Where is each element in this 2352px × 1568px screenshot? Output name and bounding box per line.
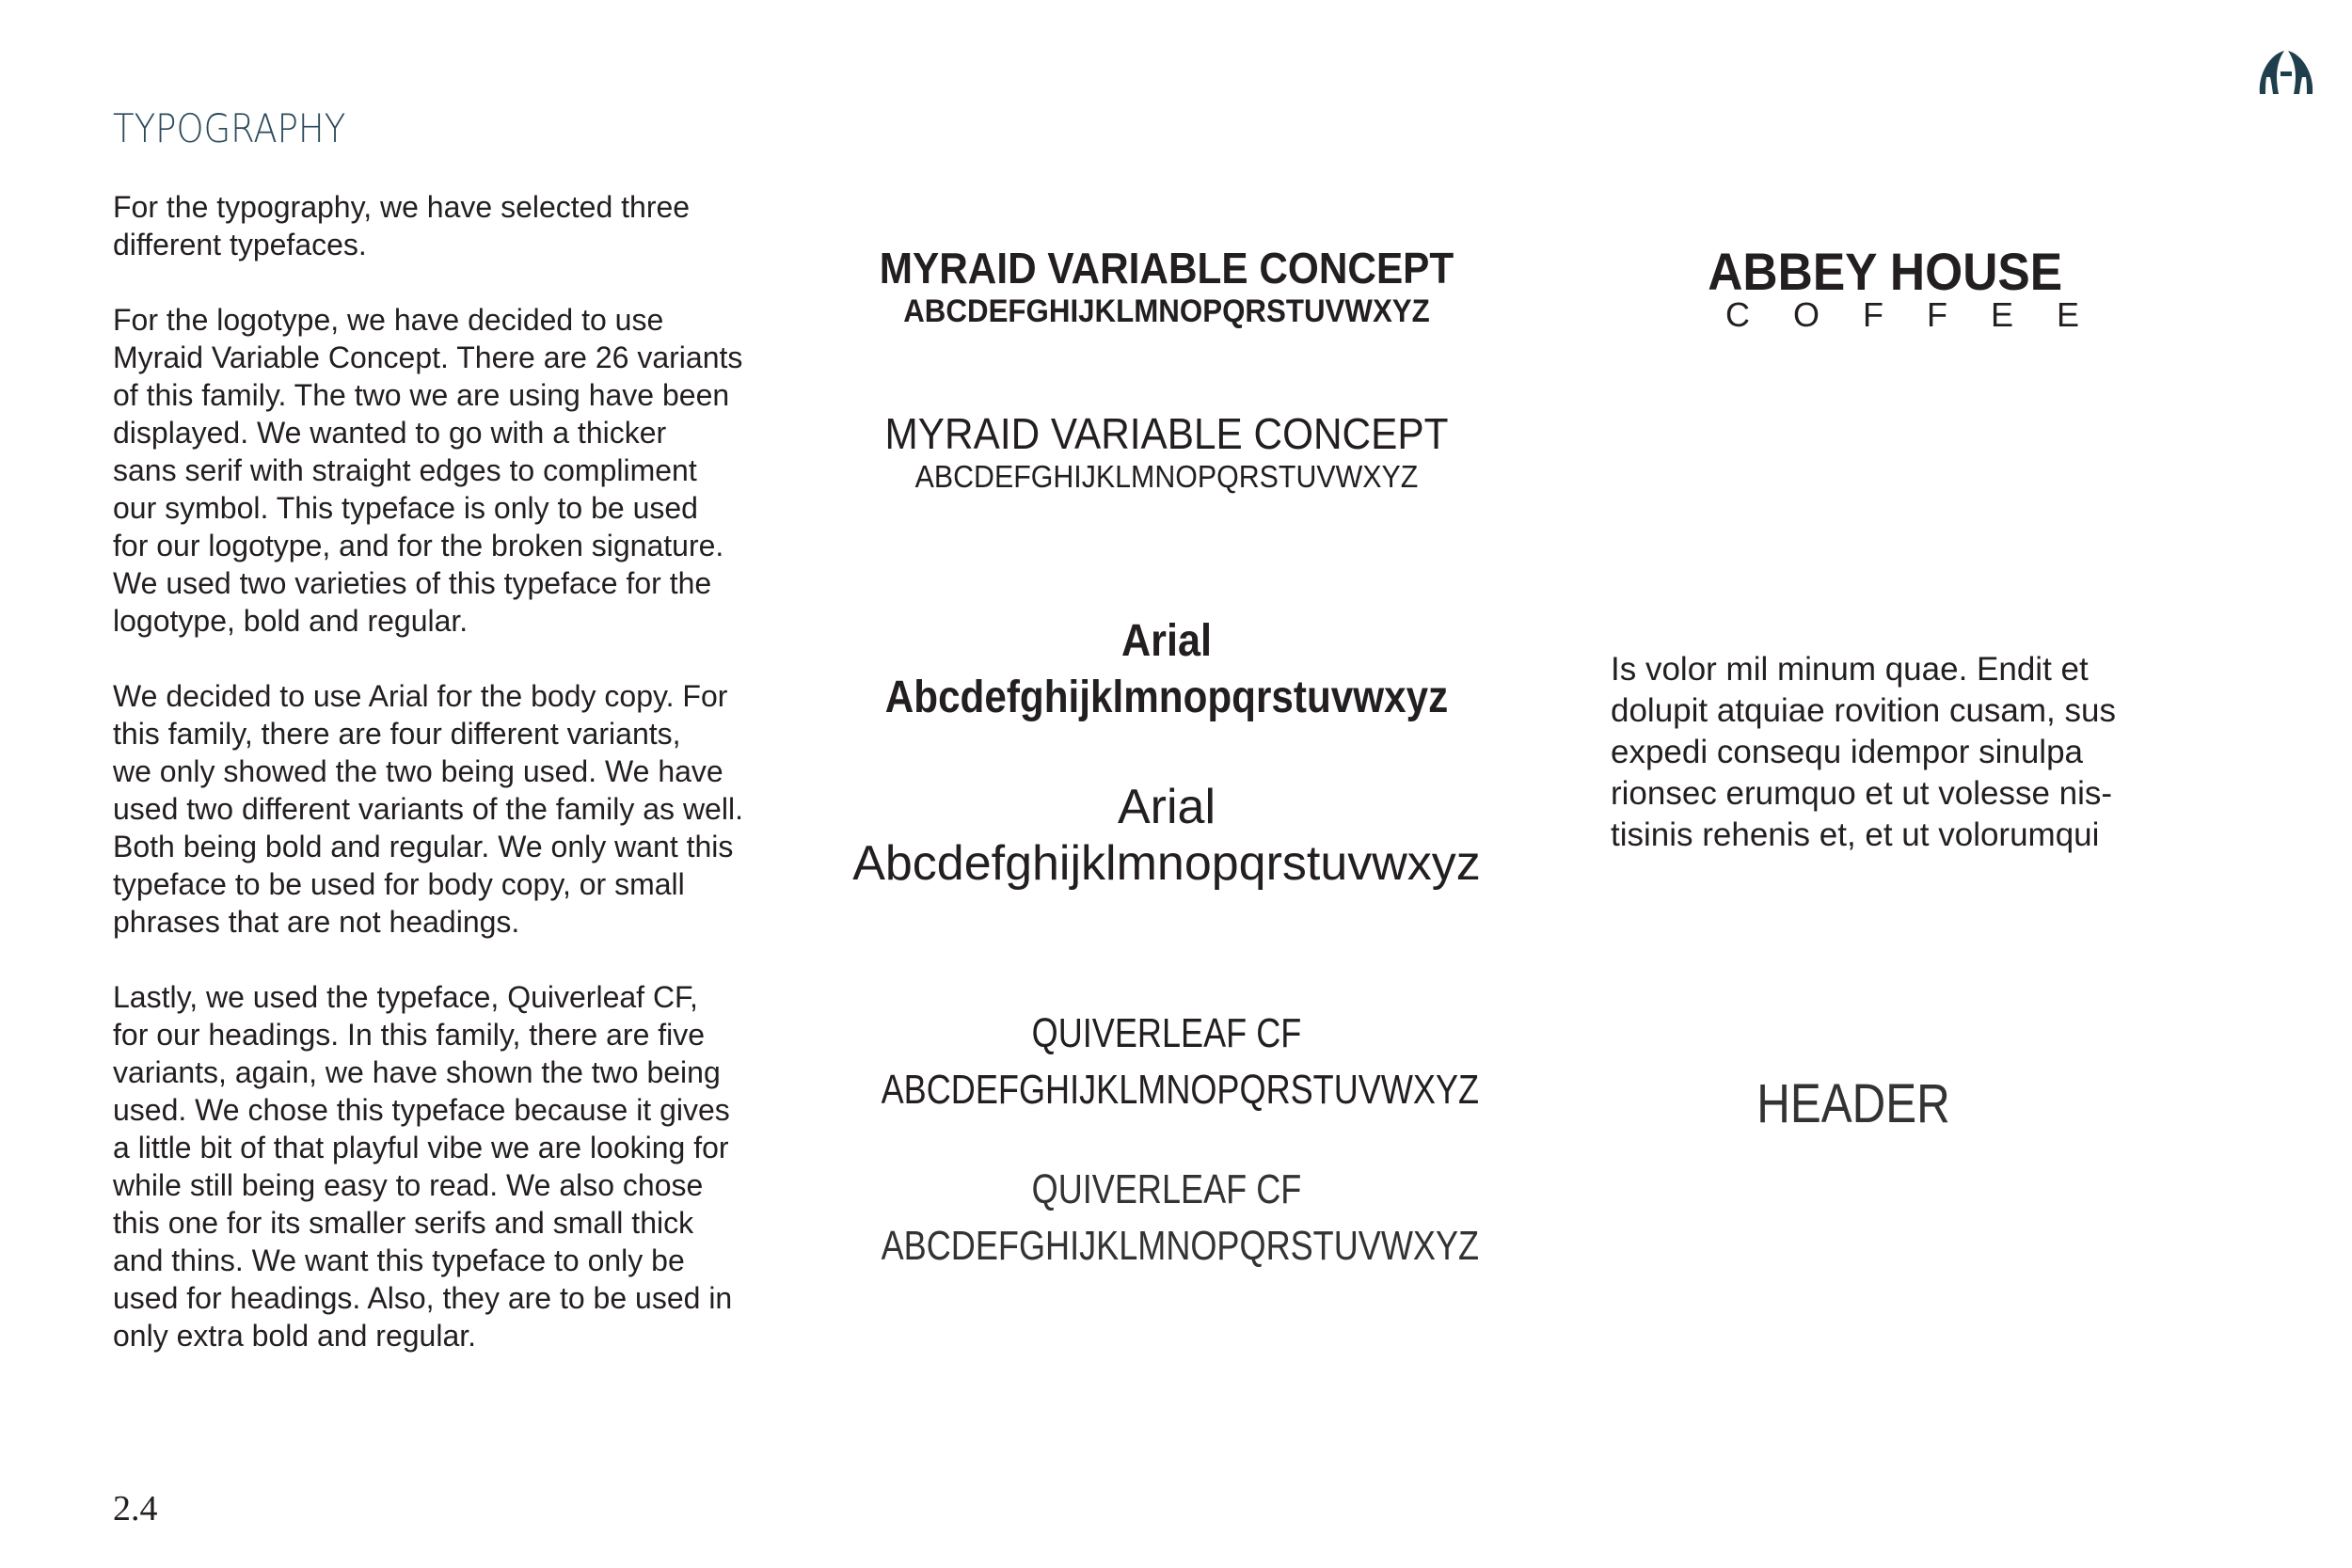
headings-paragraph: Lastly, we used the typeface, Quiverleaf CF, for our headings. In this family, there are five variants, again, we have shown the two being used. We chose this typeface because it gives a little bit of that playful vibe we are looking for while still being easy to read. We also chose this one for its smaller serifs and small thick and thins. We want this typeface to only be used for headings. Also, they are to be used in only extra bold and regular.	[113, 980, 733, 1353]
quiverleaf-regular-name-sample: QUIVERLEAF CF	[1031, 1166, 1302, 1212]
arial-bold-name-sample: Arial	[1120, 616, 1213, 666]
logotype-example-name: ABBEY HOUSE	[1708, 242, 2063, 301]
page-title: TYPOGRAPHY	[113, 105, 346, 151]
heading-example: HEADER	[1756, 1073, 1950, 1134]
quiverleaf-regular-alphabet-sample: ABCDEFGHIJKLMNOPQRSTUVWXYZ	[881, 1223, 1480, 1269]
myraid-bold-name-sample: MYRAID VARIABLE CONCEPT	[879, 244, 1454, 293]
body-copy-paragraph: We decided to use Arial for the body copy. For this family, there are four different variants, we only showed the two being used. We have used two different variants of the family as well. Both being bold and regular. We only want this typeface to be used for body copy, or small phrases that are not headings.	[113, 679, 743, 939]
quiverleaf-bold-alphabet-sample: ABCDEFGHIJKLMNOPQRSTUVWXYZ	[881, 1067, 1480, 1113]
intro-paragraph: For the typography, we have selected three different typefaces.	[113, 190, 691, 261]
arial-bold-alphabet-sample: Abcdefghijklmnopqrstuvwxyz	[884, 673, 1449, 722]
page-number: 2.4	[113, 1489, 158, 1528]
myraid-regular-alphabet-sample: ABCDEFGHIJKLMNOPQRSTUVWXYZ	[914, 459, 1419, 494]
logotype-paragraph: For the logotype, we have decided to use Myraid Variable Concept. There are 26 variants of this family. The two we are using have been displayed. We wanted to go with a thicker sans serif with straight edges to compliment our symbol. This typeface is only to be used for our logotype, and for the broken signature. We used two varieties of this typeface for the logotype, bold and regular.	[113, 303, 743, 638]
body-copy-example: Is volor mil minum quae. Endit et dolupit atquiae rovition cusam, sus expedi consequ idempor sinulpa rionsec erumquo et ut volesse nis- tisinis rehenis et, et ut volorumqui	[1611, 651, 2116, 853]
brand-monogram-icon	[2256, 47, 2316, 100]
quiverleaf-bold-name-sample: QUIVERLEAF CF	[1031, 1010, 1302, 1056]
logotype-example-subtitle: COFFEE	[1725, 295, 2123, 334]
arial-regular-alphabet-sample: Abcdefghijklmnopqrstuvwxyz	[852, 836, 1481, 891]
body-text-column	[113, 188, 790, 1392]
arial-regular-name-sample: Arial	[1117, 780, 1216, 834]
myraid-regular-name-sample: MYRAID VARIABLE CONCEPT	[884, 409, 1449, 458]
myraid-bold-alphabet-sample: ABCDEFGHIJKLMNOPQRSTUVWXYZ	[903, 293, 1430, 329]
